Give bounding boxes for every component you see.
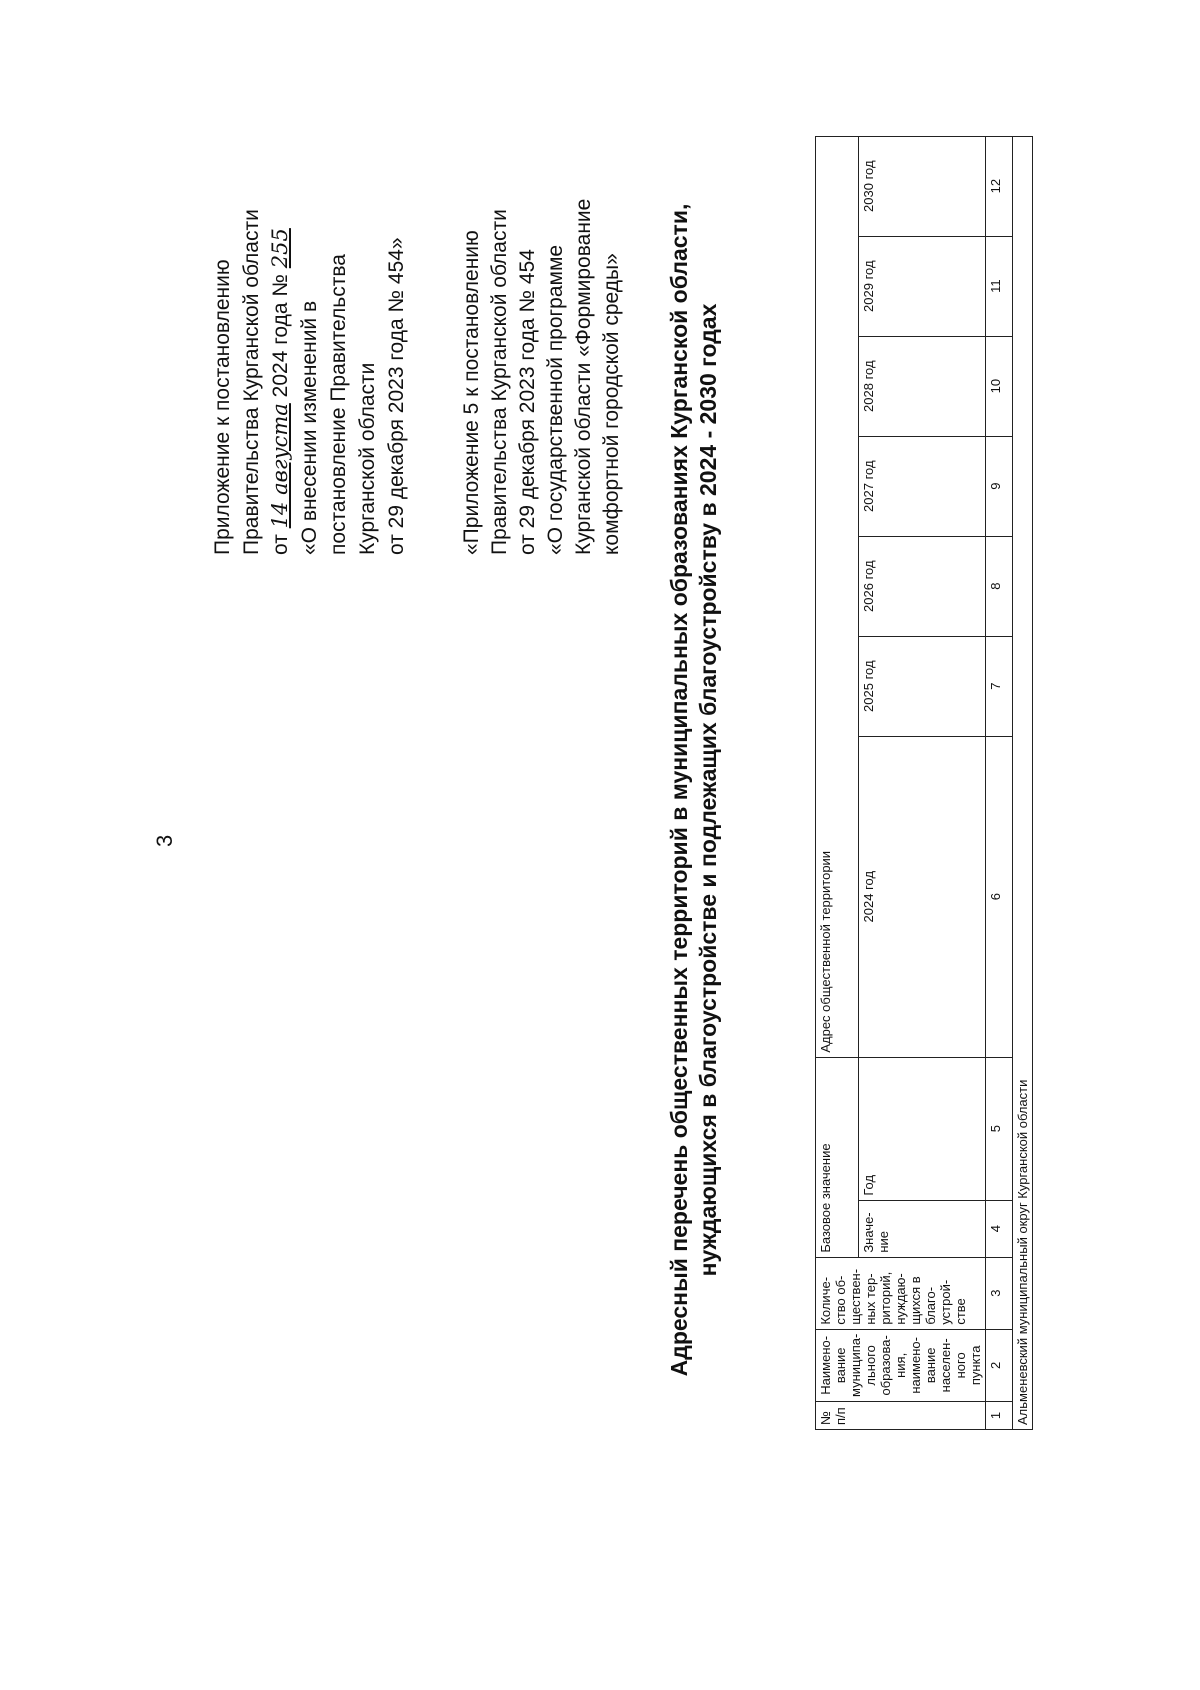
- appendix2-line: от 29 декабря 2023 года № 454: [516, 249, 539, 555]
- appendix-line: «О внесении изменений в: [298, 300, 321, 555]
- header-2027: 2027 год: [858, 436, 986, 536]
- appendix-prefix: от: [269, 534, 292, 555]
- appendix-block: [208, 0, 411, 555]
- page-number: 3: [152, 834, 177, 847]
- title-line: нуждающихся в благоустройстве и подлежащих благоустройству в 2024 - 2030 годах: [695, 303, 721, 1277]
- col-num-cell: 8: [986, 536, 1013, 636]
- handwritten-date: 14 августа: [268, 403, 292, 529]
- appendix2-line: Курганской области «Формирование: [572, 198, 595, 555]
- appendix-line: Курганской области: [356, 362, 379, 555]
- header-2024: 2024 год: [858, 736, 986, 1057]
- appendix2-line: комфортной городской среды»: [600, 253, 623, 555]
- title-line: Адресный перечень общественных территорий в муниципальных образованиях Курганской области,: [666, 203, 692, 1377]
- header-address: Адрес общественной территории: [816, 136, 859, 1057]
- header-2030: 2030 год: [858, 136, 986, 236]
- col-num-cell: 12: [986, 136, 1013, 236]
- col-num-cell: 9: [986, 436, 1013, 536]
- header-2026: 2026 год: [858, 536, 986, 636]
- header-row-2: [858, 136, 986, 1429]
- col-num-cell: 7: [986, 636, 1013, 736]
- header-2025: 2025 год: [858, 636, 986, 736]
- appendix-date-line: [266, 0, 295, 555]
- appendix2-line: Правительства Курганской области: [488, 209, 511, 555]
- section-title: Альменевский муниципальный округ Курганской области: [1013, 136, 1033, 1429]
- header-2028: 2028 год: [858, 336, 986, 436]
- col-num-cell: 6: [986, 736, 1013, 1057]
- header-year: Год: [858, 1057, 986, 1200]
- header-row-1: [816, 136, 859, 1429]
- col-num-cell: 11: [986, 236, 1013, 336]
- header-num: № п/п: [816, 1402, 986, 1430]
- header-base: Базовое значение: [816, 1057, 859, 1257]
- header-value: Значе-ние: [858, 1200, 986, 1257]
- column-number-row: [986, 136, 1013, 1429]
- header-count: Количе-ство об-ществен-ных тер-риторий, нуждаю-щихся в благо-устрой-стве: [816, 1257, 986, 1329]
- appendix-line: Приложение к постановлению: [211, 259, 234, 555]
- appendix-year: 2024 года №: [269, 274, 292, 398]
- appendix-block-2: [458, 0, 626, 555]
- appendix2-line: «Приложение 5 к постановлению: [460, 230, 483, 555]
- appendix-line: от 29 декабря 2023 года № 454»: [385, 237, 408, 555]
- section-row: [1013, 136, 1033, 1429]
- handwritten-number: 255: [268, 228, 292, 269]
- col-num-cell: 1: [986, 1402, 1013, 1430]
- appendix2-line: «О государственной программе: [544, 244, 567, 555]
- col-num-cell: 4: [986, 1200, 1013, 1257]
- col-num-cell: 10: [986, 336, 1013, 436]
- appendix-line: Правительства Курганской области: [240, 209, 263, 555]
- header-name: Наимено-вание муниципа-льного образова-ния, наимено-вание населен-ного пункта: [816, 1329, 986, 1401]
- document-title: [665, 90, 723, 1490]
- col-num-cell: 3: [986, 1257, 1013, 1329]
- territories-table: [815, 136, 1033, 1430]
- col-num-cell: 2: [986, 1329, 1013, 1401]
- col-num-cell: 5: [986, 1057, 1013, 1200]
- appendix-line: постановление Правительства: [327, 254, 350, 555]
- header-2029: 2029 год: [858, 236, 986, 336]
